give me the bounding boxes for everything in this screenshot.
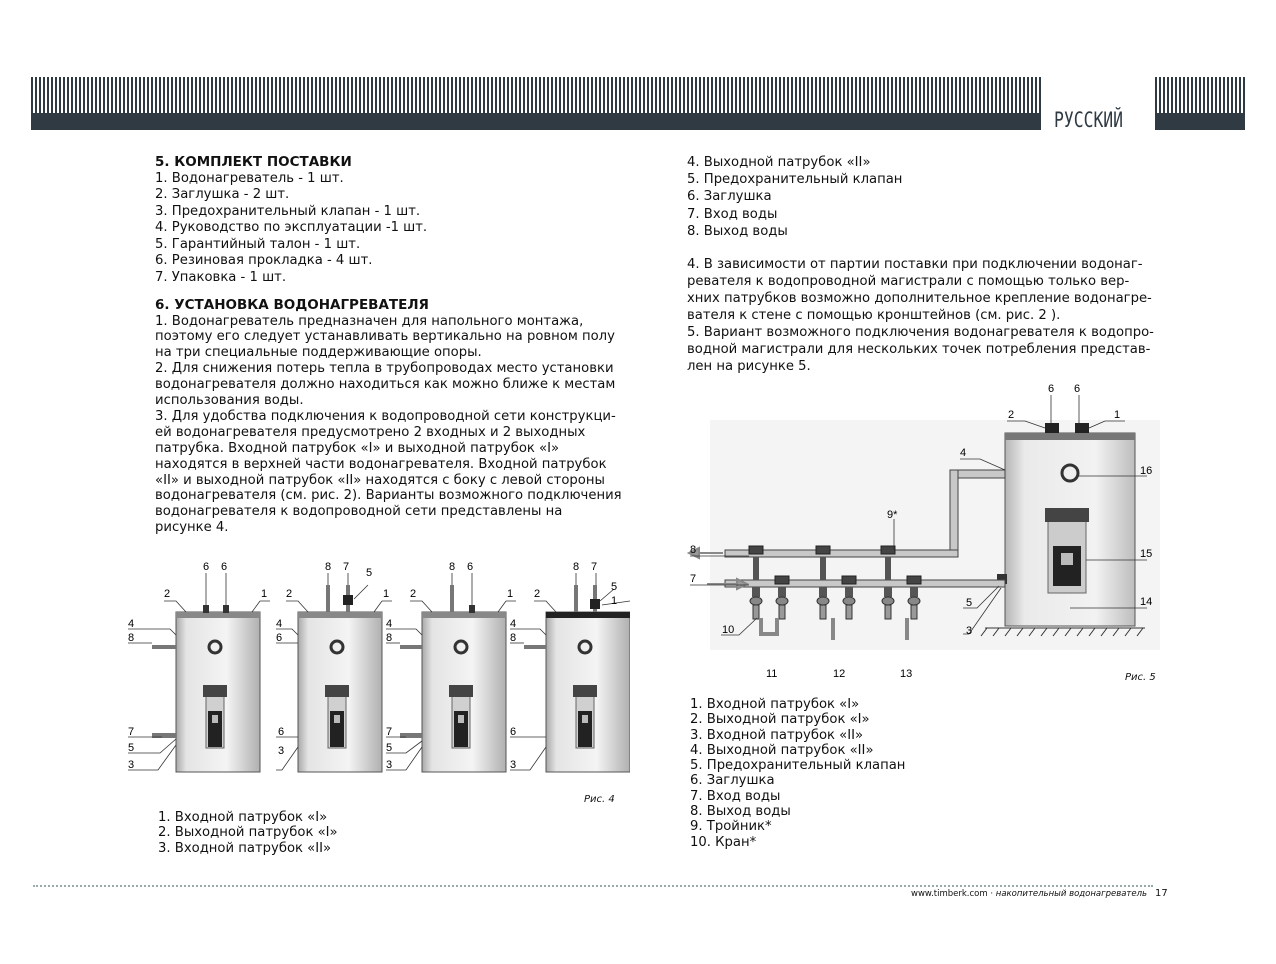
fig4-label: 8 <box>386 632 393 644</box>
text-line: ревателя к водопроводной магистрали с помощью только вер- <box>687 274 1130 289</box>
fig4-label: 2 <box>410 588 417 600</box>
fig4-label: 6 <box>221 561 228 573</box>
list-item: 8. Выход воды <box>687 223 788 239</box>
fig4-label: 2 <box>164 588 171 600</box>
fig5-caption: Рис. 5 <box>1125 672 1156 683</box>
list-item: 2. Заглушка - 2 шт. <box>155 187 290 202</box>
footer-divider <box>33 885 1153 887</box>
legend-item: 3. Входной патрубок «II» <box>690 727 864 743</box>
fig4-legend <box>158 810 338 856</box>
text-line: «II» и выходной патрубок «II» находятся с боку с левой стороны <box>155 472 605 488</box>
fig4-label: 3 <box>128 759 135 771</box>
header-band-left <box>31 77 1041 130</box>
text-line: рисунке 4. <box>155 520 229 536</box>
fig4-label: 4 <box>128 618 135 630</box>
fig5-label: 12 <box>833 668 846 680</box>
fig5-legend <box>690 697 905 850</box>
footer-description: накопительный водонагреватель <box>995 889 1148 899</box>
fig5-label: 5 <box>966 597 973 609</box>
fig4-label: 8 <box>128 632 135 644</box>
fig5-label: 8 <box>690 544 697 556</box>
section6-body <box>155 314 630 537</box>
list-item: 6. Заглушка <box>687 189 772 205</box>
fig4-label: 2 <box>286 588 293 600</box>
legend-item: 3. Входной патрубок «II» <box>158 840 332 856</box>
fig4-label: 1 <box>261 588 268 600</box>
fig5-label: 16 <box>1140 465 1153 477</box>
fig4-diagram-4 <box>510 561 630 772</box>
fig4-label: 5 <box>366 567 373 579</box>
footer-site: www.timberk.com · <box>911 889 996 899</box>
text-line: 3. Для удобства подключения к водопроводной сети конструкци- <box>155 408 616 424</box>
language-label: РУССКИЙ <box>1054 108 1124 132</box>
right-column-list <box>687 154 1157 240</box>
text-line: водонагревателя (см. рис. 2). Варианты возможного подключения <box>155 488 622 504</box>
list-item: 5. Гарантийный талон - 1 шт. <box>155 236 361 252</box>
left-column <box>155 154 630 536</box>
fig4-caption: Рис. 4 <box>584 794 615 805</box>
fig5-label: 3 <box>966 625 973 637</box>
fig4-label: 2 <box>534 588 541 600</box>
legend-item: 9. Тройник* <box>690 819 772 835</box>
fig4-label: 3 <box>386 759 393 771</box>
fig4-label: 5 <box>611 581 618 593</box>
fig4-label: 1 <box>383 588 390 600</box>
legend-item: 5. Предохранительный клапан <box>690 758 906 774</box>
list-item: 4. Руководство по эксплуатации -1 шт. <box>155 220 428 235</box>
text-line: 4. В зависимости от партии поставки при подключении водонаг- <box>687 257 1143 272</box>
fig4-label: 7 <box>343 561 350 573</box>
legend-item: 6. Заглушка <box>690 773 775 789</box>
section6-title: 6. УСТАНОВКА ВОДОНАГРЕВАТЕЛЯ <box>155 297 429 313</box>
right-column-body <box>687 256 1157 375</box>
fig5-label: 15 <box>1140 548 1153 560</box>
text-line: водонагревателя к водопроводной сети представлены на <box>155 504 563 520</box>
fig5-label: 9* <box>887 509 898 521</box>
list-item: 6. Резиновая прокладка - 4 шт. <box>155 253 373 268</box>
text-line: на три специальные поддерживающие опоры. <box>155 345 482 361</box>
text-line: водонагревателя должно находиться как можно ближе к местам <box>155 377 616 393</box>
legend-item: 2. Выходной патрубок «I» <box>690 712 870 728</box>
fig4-label: 6 <box>278 726 285 738</box>
fig4-label: 8 <box>325 561 332 573</box>
fig4-diagram-2 <box>276 561 392 772</box>
fig5-label: 14 <box>1140 596 1153 608</box>
text-line: лен на рисунке 5. <box>687 359 811 374</box>
text-line: 2. Для снижения потерь тепла в трубопроводах место установки <box>155 361 614 377</box>
fig4-label: 3 <box>278 745 285 757</box>
fig4-label: 1 <box>507 588 514 600</box>
text-line: 1. Водонагреватель предназначен для напольного монтажа, <box>155 313 584 329</box>
list-item: 5. Предохранительный клапан <box>687 172 903 188</box>
fig4-label: 6 <box>276 632 283 644</box>
legend-item: 10. Кран* <box>690 834 757 850</box>
fig4-label: 8 <box>510 632 517 644</box>
text-line: использования воды. <box>155 393 304 409</box>
list-item: 3. Предохранительный клапан - 1 шт. <box>155 203 421 219</box>
fig4-label: 7 <box>128 726 135 738</box>
fig5-water-heater <box>997 423 1135 626</box>
fig4-label: 4 <box>276 618 283 630</box>
fig5-label: 6 <box>1048 383 1055 395</box>
fig4-diagram-1 <box>128 561 270 772</box>
fig5-label: 10 <box>722 624 735 636</box>
legend-item: 7. Вход воды <box>690 788 781 804</box>
header-band-right <box>1155 77 1245 130</box>
fig4-label: 8 <box>449 561 456 573</box>
figure-5 <box>685 378 1165 683</box>
text-line: находятся в верхней части водонагревателя. Входной патрубок <box>155 456 607 472</box>
text-line: водной магистрали для нескольких точек потребления представ- <box>687 342 1151 357</box>
fig4-label: 4 <box>510 618 517 630</box>
text-line: патрубка. Входной патрубок «I» и выходной патрубок «I» <box>155 440 560 456</box>
section5-list <box>155 171 630 287</box>
fig4-label: 3 <box>510 759 517 771</box>
footer-text <box>911 889 1147 899</box>
legend-item: 2. Выходной патрубок «I» <box>158 825 338 841</box>
fig5-label: 4 <box>960 447 967 459</box>
fig4-label: 8 <box>573 561 580 573</box>
fig4-label: 6 <box>467 561 474 573</box>
legend-item: 1. Входной патрубок «I» <box>158 810 328 825</box>
list-item: 7. Упаковка - 1 шт. <box>155 269 287 285</box>
fig4-label: 6 <box>203 561 210 573</box>
fig4-label: 5 <box>128 742 135 754</box>
fig5-label: 1 <box>1114 409 1121 421</box>
fig4-label: 4 <box>386 618 393 630</box>
fig5-label: 11 <box>766 668 778 680</box>
fig4-label: 5 <box>386 742 393 754</box>
list-item: 4. Выходной патрубок «II» <box>687 155 871 170</box>
fig4-label: 7 <box>386 726 393 738</box>
list-item: 7. Вход воды <box>687 206 778 222</box>
fig5-label: 6 <box>1074 383 1081 395</box>
section5-title: 5. КОМПЛЕКТ ПОСТАВКИ <box>155 154 352 170</box>
text-line: хних патрубков возможно дополнительное крепление водонагре- <box>687 291 1152 306</box>
fig4-label: 6 <box>510 726 517 738</box>
fig4-diagram-3 <box>386 561 516 772</box>
text-line: 5. Вариант возможного подключения водонагревателя к водопро- <box>687 325 1154 340</box>
fig4-label: 7 <box>591 561 598 573</box>
figure-4 <box>120 555 630 785</box>
legend-item: 1. Входной патрубок «I» <box>690 697 860 712</box>
fig4-label: 1 <box>611 595 618 607</box>
fig5-label: 7 <box>690 573 697 585</box>
page-number: 17 <box>1155 888 1168 899</box>
fig5-label: 13 <box>900 668 913 680</box>
fig5-label: 2 <box>1008 409 1015 421</box>
list-item: 1. Водонагреватель - 1 шт. <box>155 170 344 186</box>
legend-item: 8. Выход воды <box>690 804 791 820</box>
text-line: поэтому его следует устанавливать вертикально на ровном полу <box>155 329 615 345</box>
legend-item: 4. Выходной патрубок «II» <box>690 742 874 758</box>
text-line: ей водонагревателя предусмотрено 2 входных и 2 выходных <box>155 424 586 440</box>
text-line: вателя к стене с помощью кронштейнов (см. рис. 2 ). <box>687 308 1061 323</box>
